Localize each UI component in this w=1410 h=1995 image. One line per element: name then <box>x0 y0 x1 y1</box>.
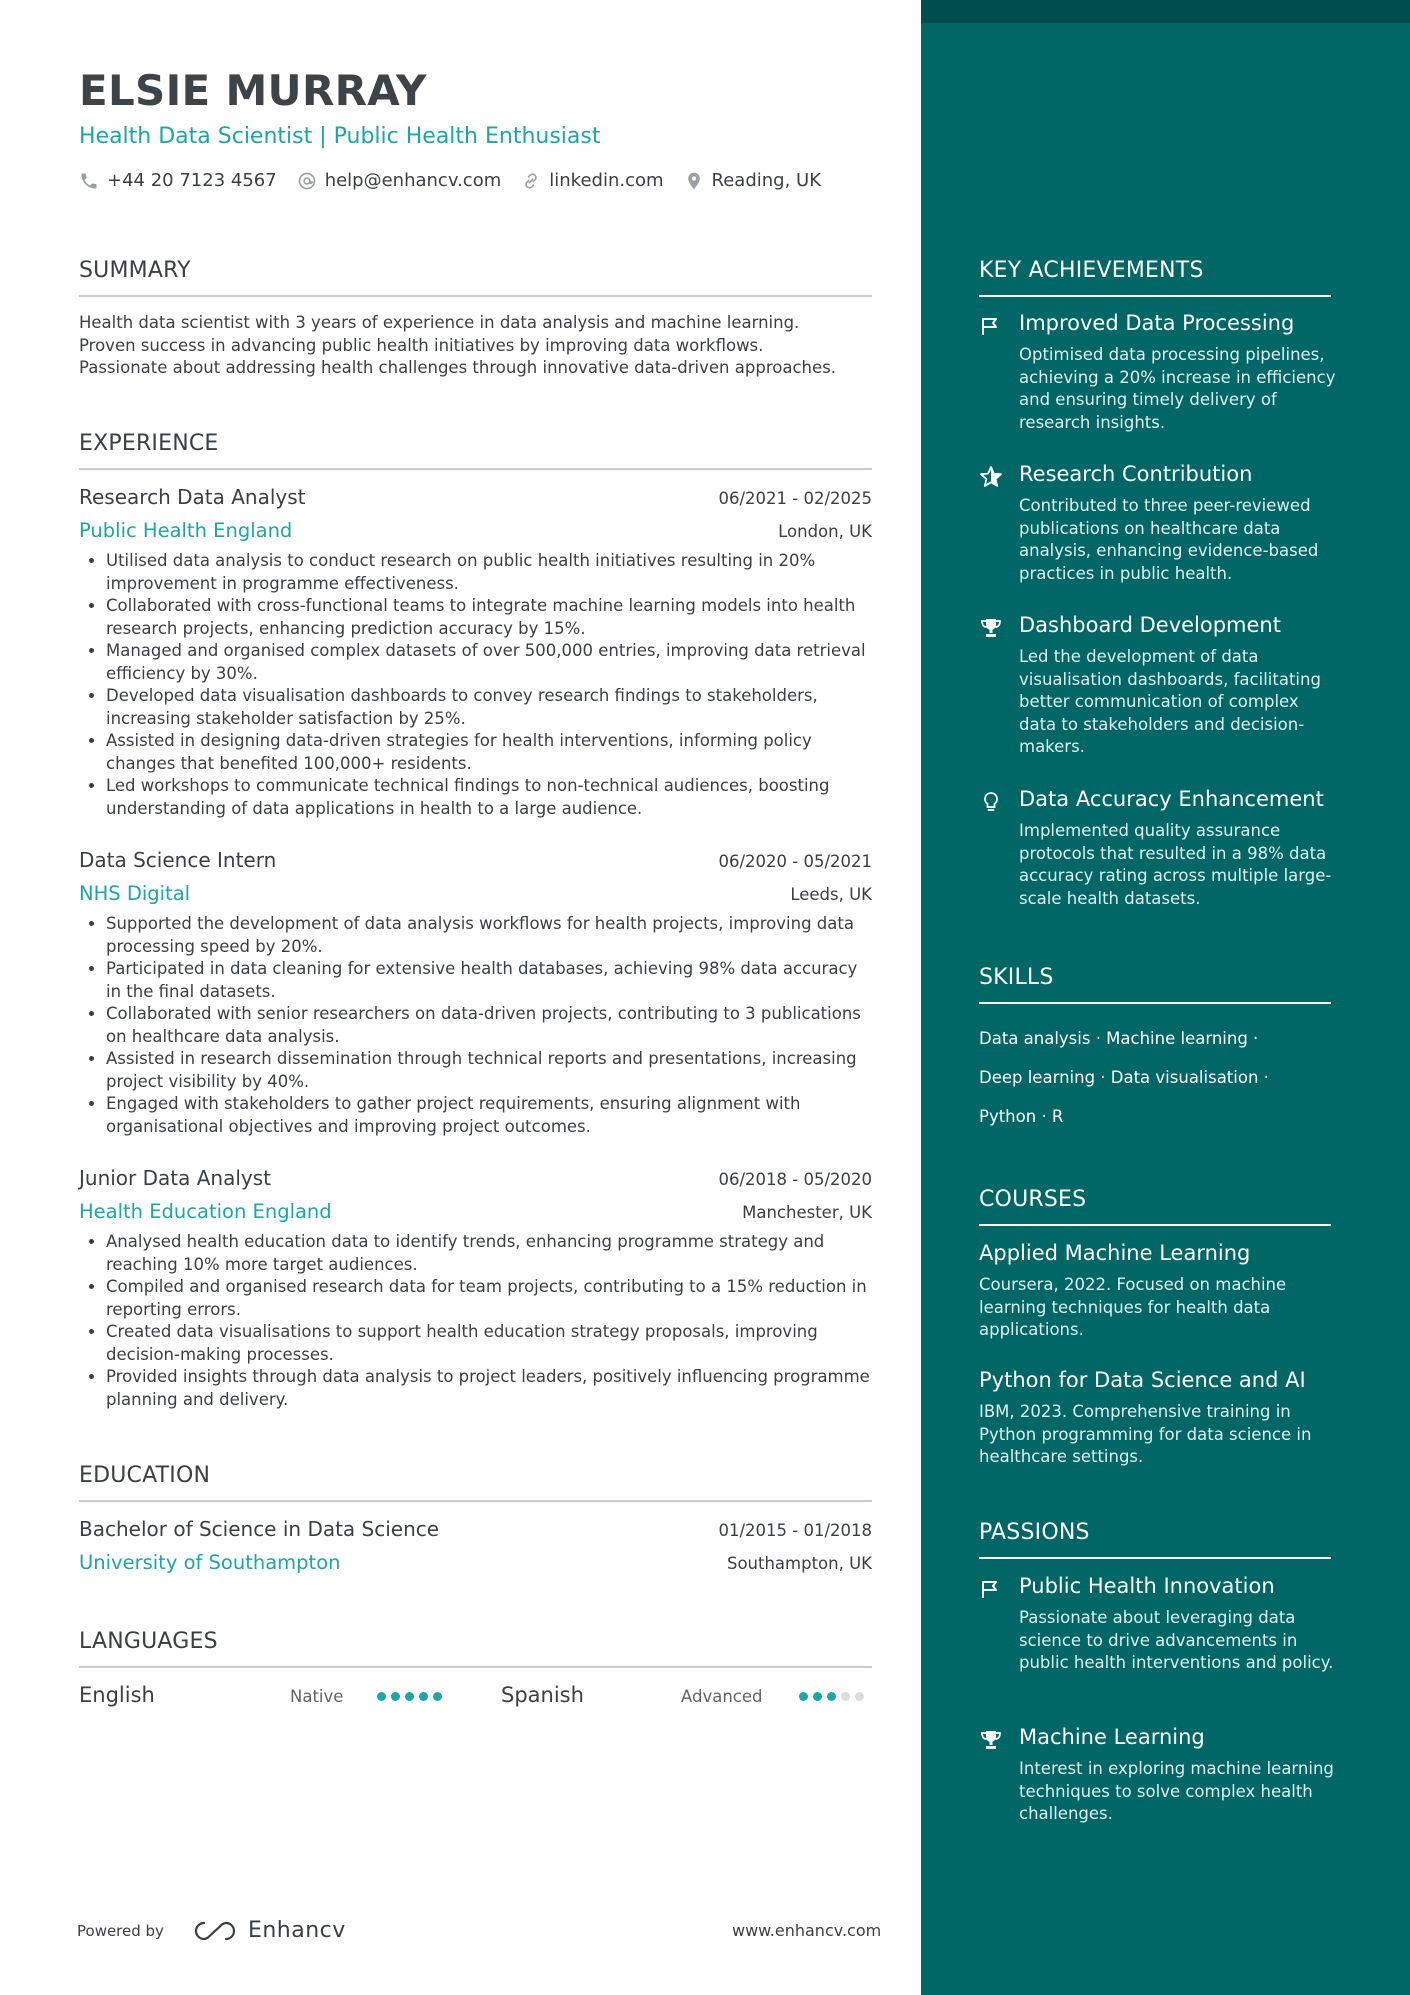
achievement-item <box>979 311 1339 434</box>
job-entry <box>79 1166 872 1411</box>
education-entry <box>79 1517 872 1574</box>
contact-email-text: help@enhancv.com <box>324 170 502 191</box>
job-bullet: • Assisted in research dissemination through technical reports and presentations, increasing project visibility by 40%. <box>106 1048 872 1093</box>
course-item <box>979 1241 1339 1342</box>
footer-branding <box>77 1918 346 1943</box>
job-bullet: • Created data visualisations to support health education strategy proposals, improving decision-making processes. <box>106 1321 872 1366</box>
passion-title: Public Health Innovation <box>1019 1574 1275 1598</box>
job-company: Public Health England <box>79 519 293 542</box>
passion-desc: Interest in exploring machine learning techniques to solve complex health challenges. <box>1019 1759 1334 1823</box>
experience-heading: EXPERIENCE <box>79 431 872 470</box>
courses-heading: COURSES <box>979 1187 1331 1226</box>
contact-phone-text: +44 20 7123 4567 <box>107 170 277 191</box>
candidate-name: ELSIE MURRAY <box>79 66 427 115</box>
location-pin-icon <box>684 171 704 191</box>
summary-heading: SUMMARY <box>79 258 872 297</box>
contact-phone[interactable] <box>79 170 277 191</box>
job-bullet: • Compiled and organised research data for team projects, contributing to a 15% reduction in reporting errors. <box>106 1276 872 1321</box>
sidebar <box>921 0 1410 1995</box>
education-location: Southampton, UK <box>726 1554 872 1573</box>
sidebar-top-bar <box>921 0 1410 23</box>
job-bullet: • Supported the development of data analysis workflows for health projects, improving data processing speed by 20%. <box>106 913 872 958</box>
achievement-desc: Led the development of data visualisation dashboards, facilitating better communication of complex data to stakeholders and decision-makers. <box>1019 647 1321 756</box>
job-dates: 06/2018 - 05/2020 <box>718 1170 872 1189</box>
skills-line: Python · R <box>979 1107 1064 1126</box>
job-bullet: • Led workshops to communicate technical findings to non-technical audiences, boosting understanding of data applications in health to a large audience. <box>106 775 872 820</box>
language-rating <box>377 1692 442 1701</box>
contact-bar <box>79 170 821 191</box>
passion-item <box>979 1725 1339 1826</box>
language-name-text: English <box>79 1683 155 1707</box>
job-location: London, UK <box>778 522 872 541</box>
job-bullets <box>79 913 872 1138</box>
contact-location <box>684 170 822 191</box>
course-title: Python for Data Science and AI <box>979 1368 1306 1392</box>
rating-dot <box>799 1692 808 1701</box>
summary-line: Passionate about addressing health challenges through innovative data-driven approaches. <box>79 358 836 377</box>
passions-heading: PASSIONS <box>979 1520 1331 1559</box>
passion-title: Machine Learning <box>1019 1725 1205 1749</box>
trophy-icon <box>979 616 1003 640</box>
education-heading: EDUCATION <box>79 1463 872 1502</box>
achievement-desc: Implemented quality assurance protocols that resulted in a 98% data accuracy rating across multiple large-scale health datasets. <box>1019 821 1332 908</box>
trophy-icon <box>979 1728 1003 1752</box>
powered-by-text: Powered by <box>77 1921 164 1940</box>
summary-text <box>79 312 879 380</box>
job-bullet: • Collaborated with senior researchers on data-driven projects, contributing to 3 publications on healthcare data analysis. <box>106 1003 872 1048</box>
language-level: Native <box>290 1687 344 1706</box>
course-desc: IBM, 2023. Comprehensive training in Python programming for data science in healthcare settings. <box>979 1402 1312 1466</box>
at-icon <box>297 171 317 191</box>
school: University of Southampton <box>79 1551 341 1574</box>
rating-dot <box>841 1692 850 1701</box>
rating-dot <box>433 1692 442 1701</box>
job-bullet: • Developed data visualisation dashboards to convey research findings to stakeholders, increasing stakeholder satisfaction by 25%. <box>106 685 872 730</box>
skills-heading: SKILLS <box>979 965 1331 1004</box>
job-bullet: • Collaborated with cross-functional teams to integrate machine learning models into health research projects, enhancing prediction accuracy by 15%. <box>106 595 872 640</box>
job-entry <box>79 848 872 1138</box>
job-company: NHS Digital <box>79 882 191 905</box>
job-bullet: • Provided insights through data analysis to project leaders, positively influencing programme planning and delivery. <box>106 1366 872 1411</box>
language-name <box>79 1683 155 1707</box>
course-item <box>979 1368 1339 1469</box>
job-bullets <box>79 550 872 820</box>
job-dates: 06/2020 - 05/2021 <box>718 852 872 871</box>
flag-icon <box>979 1577 1003 1601</box>
rating-dot <box>419 1692 428 1701</box>
job-title: Junior Data Analyst <box>79 1166 272 1190</box>
language-name <box>501 1683 584 1707</box>
flag-icon <box>979 314 1003 338</box>
degree: Bachelor of Science in Data Science <box>79 1517 440 1541</box>
achievement-title: Dashboard Development <box>1019 613 1281 637</box>
job-bullet: • Engaged with stakeholders to gather project requirements, ensuring alignment with organisational objectives and improving project outcomes. <box>106 1093 872 1138</box>
course-title: Applied Machine Learning <box>979 1241 1251 1265</box>
footer-url[interactable]: www.enhancv.com <box>732 1921 882 1940</box>
job-location: Leeds, UK <box>790 885 872 904</box>
job-dates: 06/2021 - 02/2025 <box>718 489 872 508</box>
phone-icon <box>79 171 99 191</box>
contact-email[interactable] <box>297 170 502 191</box>
education-dates: 01/2015 - 01/2018 <box>718 1521 872 1540</box>
language-level: Advanced <box>681 1687 763 1706</box>
achievement-title: Research Contribution <box>1019 462 1253 486</box>
skills-list <box>979 1019 1331 1136</box>
skills-line: Data analysis · Machine learning · <box>979 1029 1259 1048</box>
achievement-desc: Optimised data processing pipelines, achieving a 20% increase in efficiency and ensuring timely delivery of research insights. <box>1019 345 1336 432</box>
rating-dot <box>391 1692 400 1701</box>
brand-name: Enhancv <box>247 1918 346 1943</box>
passion-item <box>979 1574 1339 1675</box>
contact-linkedin-text: linkedin.com <box>549 170 664 191</box>
summary-line: Health data scientist with 3 years of experience in data analysis and machine learning. <box>79 313 800 332</box>
job-title: Research Data Analyst <box>79 485 306 509</box>
job-title: Data Science Intern <box>79 848 277 872</box>
job-location: Manchester, UK <box>742 1203 872 1222</box>
rating-dot <box>377 1692 386 1701</box>
star-icon <box>979 465 1003 489</box>
achievement-title: Data Accuracy Enhancement <box>1019 787 1324 811</box>
link-icon <box>521 171 541 191</box>
course-desc: Coursera, 2022. Focused on machine learning techniques for health data applications. <box>979 1275 1287 1339</box>
job-bullet: • Assisted in designing data-driven strategies for health interventions, informing policy changes that benefited 100,000+ residents. <box>106 730 872 775</box>
passion-desc: Passionate about leveraging data science to drive advancements in public health interventions and policy. <box>1019 1608 1334 1672</box>
enhancv-logo-icon <box>192 1919 238 1943</box>
language-rating <box>799 1692 864 1701</box>
language-name-text: Spanish <box>501 1683 584 1707</box>
rating-dot <box>405 1692 414 1701</box>
headline: Health Data Scientist | Public Health Enthusiast <box>79 124 601 149</box>
job-bullets <box>79 1231 872 1411</box>
achievement-item <box>979 613 1339 759</box>
rating-dot <box>813 1692 822 1701</box>
achievement-item <box>979 462 1339 585</box>
achievement-title: Improved Data Processing <box>1019 311 1295 335</box>
achievement-desc: Contributed to three peer-reviewed publications on healthcare data analysis, enhancing evidence-based practices in public health. <box>1019 496 1319 583</box>
contact-location-text: Reading, UK <box>711 170 822 191</box>
rating-dot <box>827 1692 836 1701</box>
job-bullet: • Utilised data analysis to conduct research on public health initiatives resulting in 20% improvement in programme effectiveness. <box>106 550 872 595</box>
job-bullet: • Managed and organised complex datasets of over 500,000 entries, improving data retrieval efficiency by 30%. <box>106 640 872 685</box>
lightbulb-icon <box>979 790 1003 814</box>
job-bullet: • Participated in data cleaning for extensive health databases, achieving 98% data accuracy in the final datasets. <box>106 958 872 1003</box>
job-bullet: • Analysed health education data to identify trends, enhancing programme strategy and reaching 10% more target audiences. <box>106 1231 872 1276</box>
achievement-item <box>979 787 1339 910</box>
enhancv-logo[interactable] <box>192 1918 346 1943</box>
contact-linkedin[interactable] <box>521 170 663 191</box>
rating-dot <box>855 1692 864 1701</box>
job-entry <box>79 485 872 820</box>
languages-heading: LANGUAGES <box>79 1629 872 1668</box>
languages-list <box>79 1683 872 1713</box>
job-company: Health Education England <box>79 1200 332 1223</box>
skills-line: Deep learning · Data visualisation · <box>979 1068 1269 1087</box>
summary-line: Proven success in advancing public health initiatives by improving data workflows. <box>79 335 764 355</box>
achievements-heading: KEY ACHIEVEMENTS <box>979 258 1331 297</box>
